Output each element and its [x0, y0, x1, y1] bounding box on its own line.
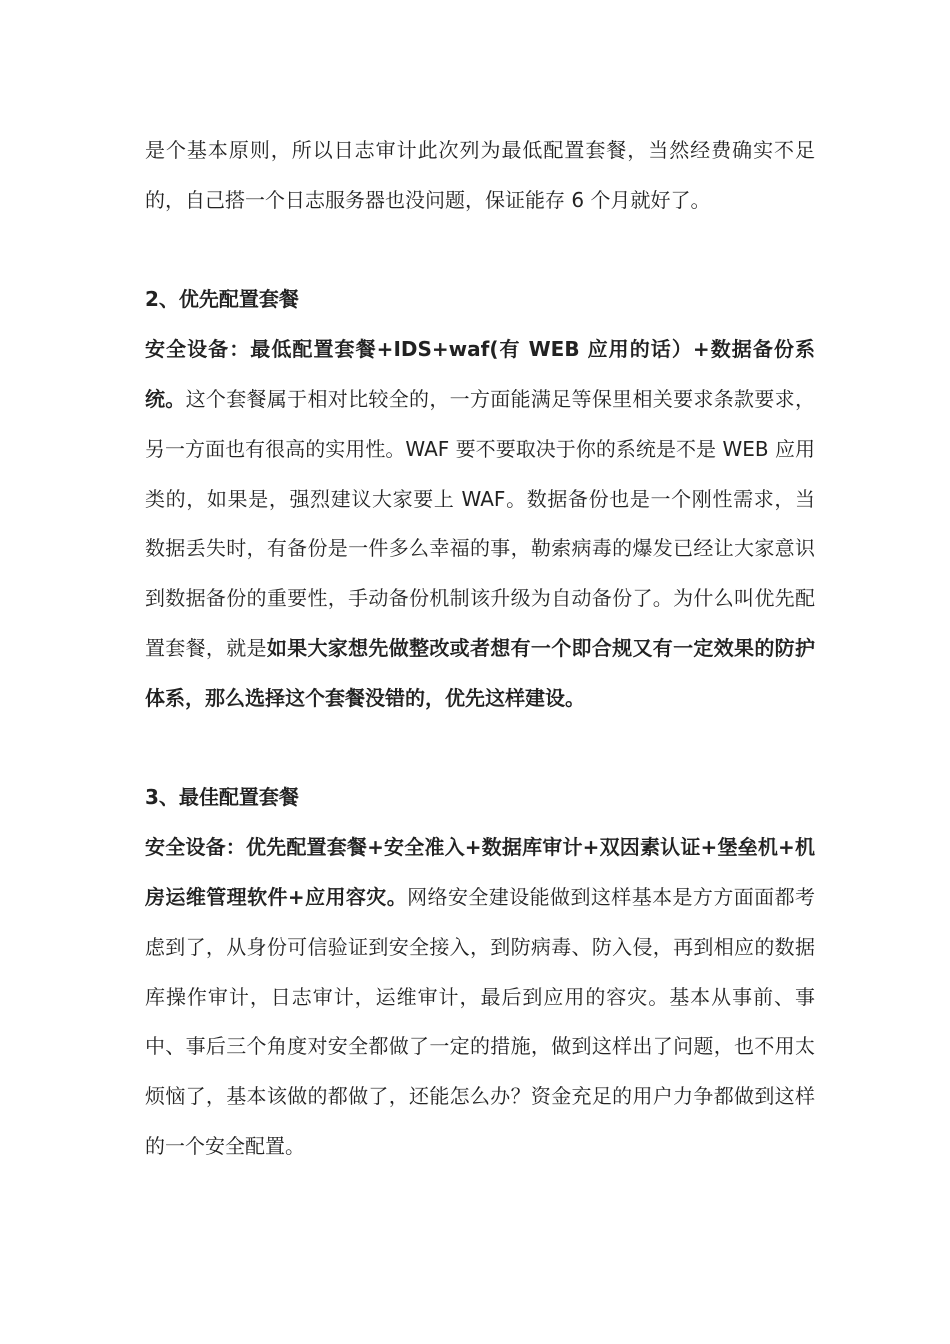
document-page: [145, 126, 815, 1172]
section2-paragraph: [145, 325, 815, 723]
section2-tail-bold: 如果大家想先做整改或者想有一个即合规又有一定效果的防护体系，那么选择这个套餐没错的，优先这样建设。: [145, 635, 815, 710]
section-gap: [145, 226, 815, 276]
section2-heading: 2、优先配置套餐: [145, 287, 299, 312]
section3-lead-bold: 安全设备：优先配置套餐+安全准入+数据库审计+双因素认证+堡垒机+机房运维管理软件+应用容灾。: [145, 835, 815, 909]
section-gap: [145, 724, 815, 774]
section3-heading: 3、最佳配置套餐: [145, 785, 299, 810]
section3-paragraph: [145, 823, 815, 1172]
section3-body-text: 网络安全建设能做到这样基本是方方面面都考虑到了，从身份可信验证到安全接入，到防病毒、防入侵，再到相应的数据库操作审计，日志审计，运维审计，最后到应用的容灾。基本从事前、事中、事后三个角度对安全都做了一定的措施，做到这样出了问题，也不用太烦恼了，基本该做的都做了，还能怎么办？资金充足的用户力争都做到这样的一个安全配置。: [145, 884, 815, 1158]
intro-paragraph: [145, 126, 815, 226]
section2-body-text: 这个套餐属于相对比较全的，一方面能满足等保里相关要求条款要求，另一方面也有很高的实用性。WAF 要不要取决于你的系统是不是 WEB 应用类的，如果是，强烈建议大家要上 WAF。数据备份也是一个刚性需求，当数据丢失时，有备份是一件多么幸福的事，勒索病毒的爆发已经让大家意识到数据备份的重要性，手动备份机制该升级为自动备份了。为什么叫优先配置套餐，就是: [145, 386, 815, 660]
section2-lead-bold: 安全设备：最低配置套餐+IDS+waf(有 WEB 应用的话）+数据备份系统。: [145, 337, 815, 411]
intro-text: 是个基本原则，所以日志审计此次列为最低配置套餐，当然经费确实不足的，自己搭一个日志服务器也没问题，保证能存 6 个月就好了。: [145, 138, 815, 212]
